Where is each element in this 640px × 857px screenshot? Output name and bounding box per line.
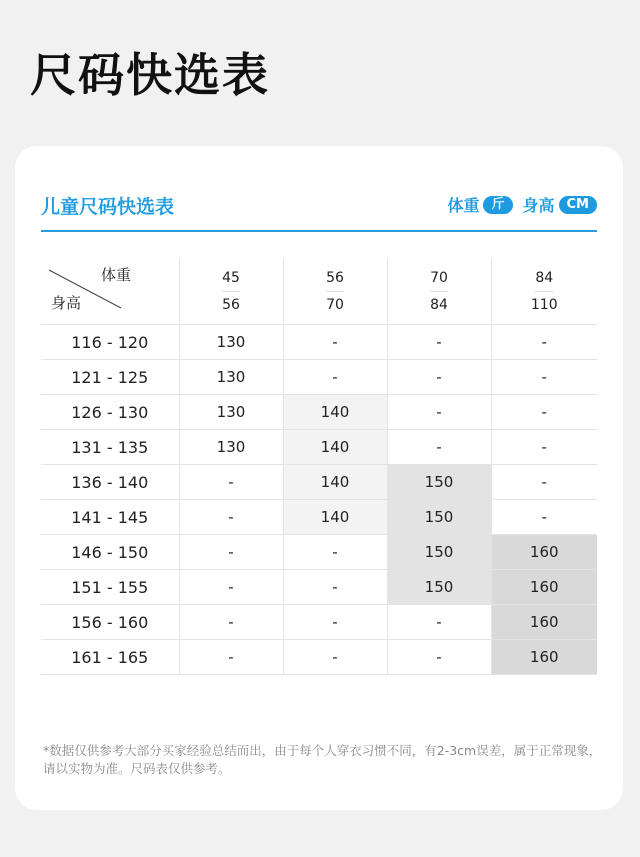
size-cell: - [387, 430, 491, 465]
height-range-cell: 156 - 160 [41, 605, 179, 640]
weight-range-header [491, 258, 597, 325]
size-cell: - [283, 570, 387, 605]
height-range-cell: 146 - 150 [41, 535, 179, 570]
weight-range-min: 56 [326, 269, 344, 286]
table-row [41, 535, 597, 570]
size-chart-card [15, 146, 623, 810]
disclaimer-note: *数据仅供参考大部分买家经验总结而出，由于每个人穿衣习惯不同，有2-3cm误差，属于正常现象，请以实物为准。尺码表仅供参考。 [43, 743, 602, 776]
height-range-cell: 126 - 130 [41, 395, 179, 430]
size-cell: 130 [179, 395, 283, 430]
weight-range-min: 45 [222, 269, 240, 286]
size-cell: - [283, 640, 387, 675]
weight-range-max: 70 [326, 296, 344, 313]
size-cell: 130 [179, 325, 283, 360]
height-range-cell: 141 - 145 [41, 500, 179, 535]
page-title: 尺码快选表 [30, 48, 270, 102]
range-divider [535, 291, 553, 292]
size-cell: - [179, 640, 283, 675]
size-cell: 150 [387, 465, 491, 500]
weight-range-max: 110 [530, 296, 558, 313]
height-range-cell: 136 - 140 [41, 465, 179, 500]
table-row [41, 500, 597, 535]
table-row [41, 640, 597, 675]
size-cell: - [283, 535, 387, 570]
height-unit-label: 身高 [522, 196, 555, 215]
size-cell: 140 [283, 395, 387, 430]
weight-range-max: 56 [222, 296, 240, 313]
range-divider [326, 291, 344, 292]
weight-range-header [283, 258, 387, 325]
size-cell: 130 [179, 430, 283, 465]
weight-range-min: 70 [430, 269, 448, 286]
size-cell: - [179, 605, 283, 640]
size-cell: 140 [283, 465, 387, 500]
weight-range-header [179, 258, 283, 325]
size-cell: - [283, 360, 387, 395]
size-cell: - [283, 605, 387, 640]
size-cell: 160 [491, 535, 597, 570]
size-cell: 160 [491, 570, 597, 605]
height-range-cell: 116 - 120 [41, 325, 179, 360]
size-cell: - [179, 465, 283, 500]
table-row [41, 605, 597, 640]
size-cell: 150 [387, 535, 491, 570]
weight-range-header [387, 258, 491, 325]
weight-unit-label: 体重 [447, 196, 480, 215]
size-cell: - [179, 570, 283, 605]
table-row [41, 430, 597, 465]
size-cell: 140 [283, 500, 387, 535]
table-row [41, 360, 597, 395]
size-table [41, 258, 597, 675]
card-header [41, 192, 597, 232]
height-range-cell: 121 - 125 [41, 360, 179, 395]
height-range-cell: 161 - 165 [41, 640, 179, 675]
size-cell: 150 [387, 570, 491, 605]
table-header-row [41, 258, 597, 325]
size-cell: - [387, 640, 491, 675]
range-divider [222, 291, 240, 292]
size-cell: - [491, 395, 597, 430]
range-divider [430, 291, 448, 292]
corner-height-label: 身高 [51, 294, 82, 312]
unit-legend [447, 193, 597, 216]
size-cell: - [179, 535, 283, 570]
height-unit-badge: CM [559, 196, 597, 214]
size-cell: 130 [179, 360, 283, 395]
size-cell: 160 [491, 640, 597, 675]
size-cell: - [491, 360, 597, 395]
height-range-cell: 131 - 135 [41, 430, 179, 465]
corner-weight-label: 体重 [101, 266, 132, 284]
size-cell: - [387, 325, 491, 360]
size-cell: - [491, 500, 597, 535]
weight-range-min: 84 [535, 269, 554, 286]
size-cell: 140 [283, 430, 387, 465]
size-cell: - [491, 430, 597, 465]
size-cell: 150 [387, 500, 491, 535]
table-corner-cell [41, 258, 179, 325]
height-range-cell: 151 - 155 [41, 570, 179, 605]
table-row [41, 465, 597, 500]
card-title: 儿童尺码快选表 [41, 196, 175, 218]
weight-unit-badge: 斤 [483, 196, 512, 214]
table-row [41, 395, 597, 430]
size-cell: - [283, 325, 387, 360]
size-cell: - [491, 325, 597, 360]
size-cell: - [387, 360, 491, 395]
table-row [41, 325, 597, 360]
size-cell: 160 [491, 605, 597, 640]
weight-range-max: 84 [430, 296, 448, 313]
size-cell: - [387, 605, 491, 640]
size-cell: - [387, 395, 491, 430]
size-cell: - [179, 500, 283, 535]
table-row [41, 570, 597, 605]
size-cell: - [491, 465, 597, 500]
